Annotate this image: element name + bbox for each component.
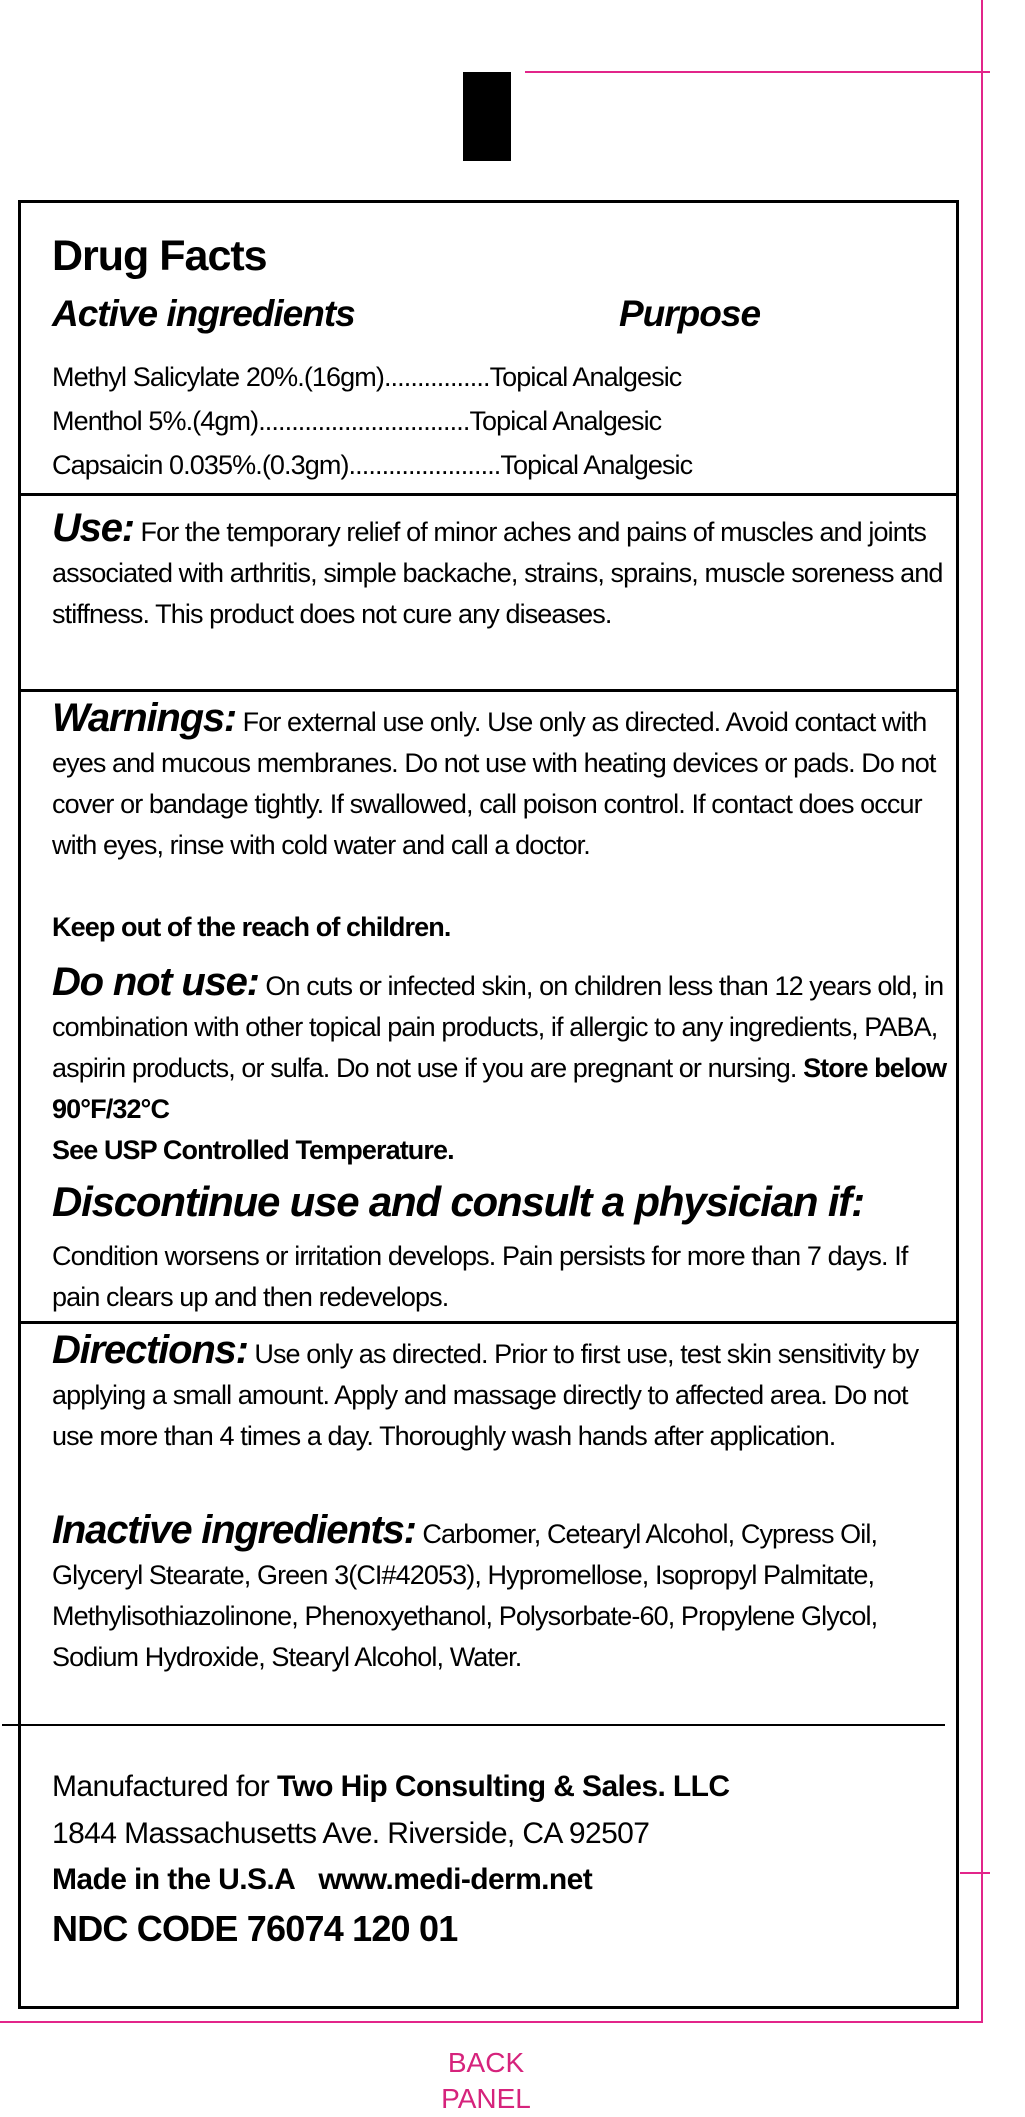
active-ingredients-heading: Active ingredients <box>52 293 355 334</box>
drug-facts-title: Drug Facts <box>52 232 267 280</box>
guide-line-top <box>525 71 990 73</box>
directions-heading: Directions: <box>52 1328 248 1372</box>
discontinue-heading: Discontinue use and consult a physician if: <box>52 1178 864 1225</box>
website: www.medi-derm.net <box>318 1863 593 1896</box>
panel-label-line1: BACK <box>447 2047 525 2078</box>
section-divider <box>18 1321 959 1324</box>
manufacturer-line <box>52 1770 729 1804</box>
use-heading: Use: <box>52 506 134 550</box>
section-divider <box>18 493 959 496</box>
ingredient-name: Capsaicin 0.035%.(0.3gm)....................... <box>52 450 501 480</box>
ingredient-row <box>52 406 661 437</box>
ingredient-purpose: Topical Analgesic <box>500 450 693 480</box>
warnings-text: For external use only. Use only as directed. Avoid contact with eyes and mucous membranes. Do not use with heating devices or pads. Do not cover or bandage tightly. If swallowed, call poison control. If contact does occur with eyes, rinse with cold water and call a doctor. <box>52 707 936 860</box>
directions-text: Use only as directed. Prior to first use, test skin sensitivity by applying a small amount. Apply and massage directly to affected area. Do not use more than 4 times a day. Thoroughly wash hands after application. <box>52 1339 919 1451</box>
panel-label <box>436 2045 536 2117</box>
made-in: Made in the U.S.A <box>52 1863 296 1896</box>
registration-mark <box>463 72 511 161</box>
do-not-use-text: On cuts or infected skin, on children less than 12 years old, in combination with other topical pain products, if allergic to any ingredients, PABA, aspirin products, or sulfa. Do not use if you are pregnant or nursing. <box>52 971 944 1083</box>
warnings-heading: Warnings: <box>52 696 237 740</box>
section-divider <box>18 689 959 692</box>
do-not-use-section <box>52 962 952 1130</box>
ingredient-purpose: Topical Analgesic <box>469 406 662 436</box>
do-not-use-heading: Do not use: <box>52 960 259 1004</box>
guide-line-right <box>981 0 983 2023</box>
origin-line <box>52 1863 592 1897</box>
directions-section <box>52 1330 952 1457</box>
inactive-heading: Inactive ingredients: <box>52 1508 416 1552</box>
use-section <box>52 508 952 635</box>
ndc-code: NDC CODE 76074 120 01 <box>52 1908 458 1949</box>
storage-text: Store below 90°F/32°C <box>52 1053 947 1124</box>
ingredient-purpose: Topical Analgesic <box>489 362 682 392</box>
panel-label-line2: PANEL <box>441 2083 531 2114</box>
use-text: For the temporary relief of minor aches and pains of muscles and joints associated with arthritis, simple backache, strains, sprains, muscle soreness and stiffness. This product does not cure any diseases. <box>52 517 943 629</box>
inactive-section <box>52 1510 952 1678</box>
manufacturer-company: Two Hip Consulting & Sales. LLC <box>276 1770 730 1803</box>
ingredient-row <box>52 450 692 481</box>
manufacturer-prefix: Manufactured for <box>52 1770 270 1803</box>
keep-out-of-reach: Keep out of the reach of children. <box>52 912 451 942</box>
purpose-heading: Purpose <box>619 293 761 334</box>
warnings-section <box>52 698 952 866</box>
ingredient-name: Methyl Salicylate 20%.(16gm)................ <box>52 362 490 392</box>
discontinue-text: Condition worsens or irritation develops. Pain persists for more than 7 days. If pain clears up and then redevelops. <box>52 1241 908 1312</box>
ingredient-name: Menthol 5%.(4gm)................................ <box>52 406 470 436</box>
inactive-text: Carbomer, Cetearyl Alcohol, Cypress Oil, Glyceryl Stearate, Green 3(CI#42053), Hypromellose, Isopropyl Palmitate, Methylisothiazolinone, Phenoxyethanol, Polysorbate-60, Propylene Glycol, Sodium Hydroxide, Stearyl Alcohol, Water. <box>52 1519 878 1672</box>
usp-temperature: See USP Controlled Temperature. <box>52 1135 454 1165</box>
manufacturer-address: 1844 Massachusetts Ave. Riverside, CA 92507 <box>52 1817 650 1850</box>
section-divider <box>2 1724 945 1726</box>
guide-tick-right <box>960 1872 990 1874</box>
ingredient-row <box>52 362 681 393</box>
guide-line-bottom <box>0 2021 983 2023</box>
